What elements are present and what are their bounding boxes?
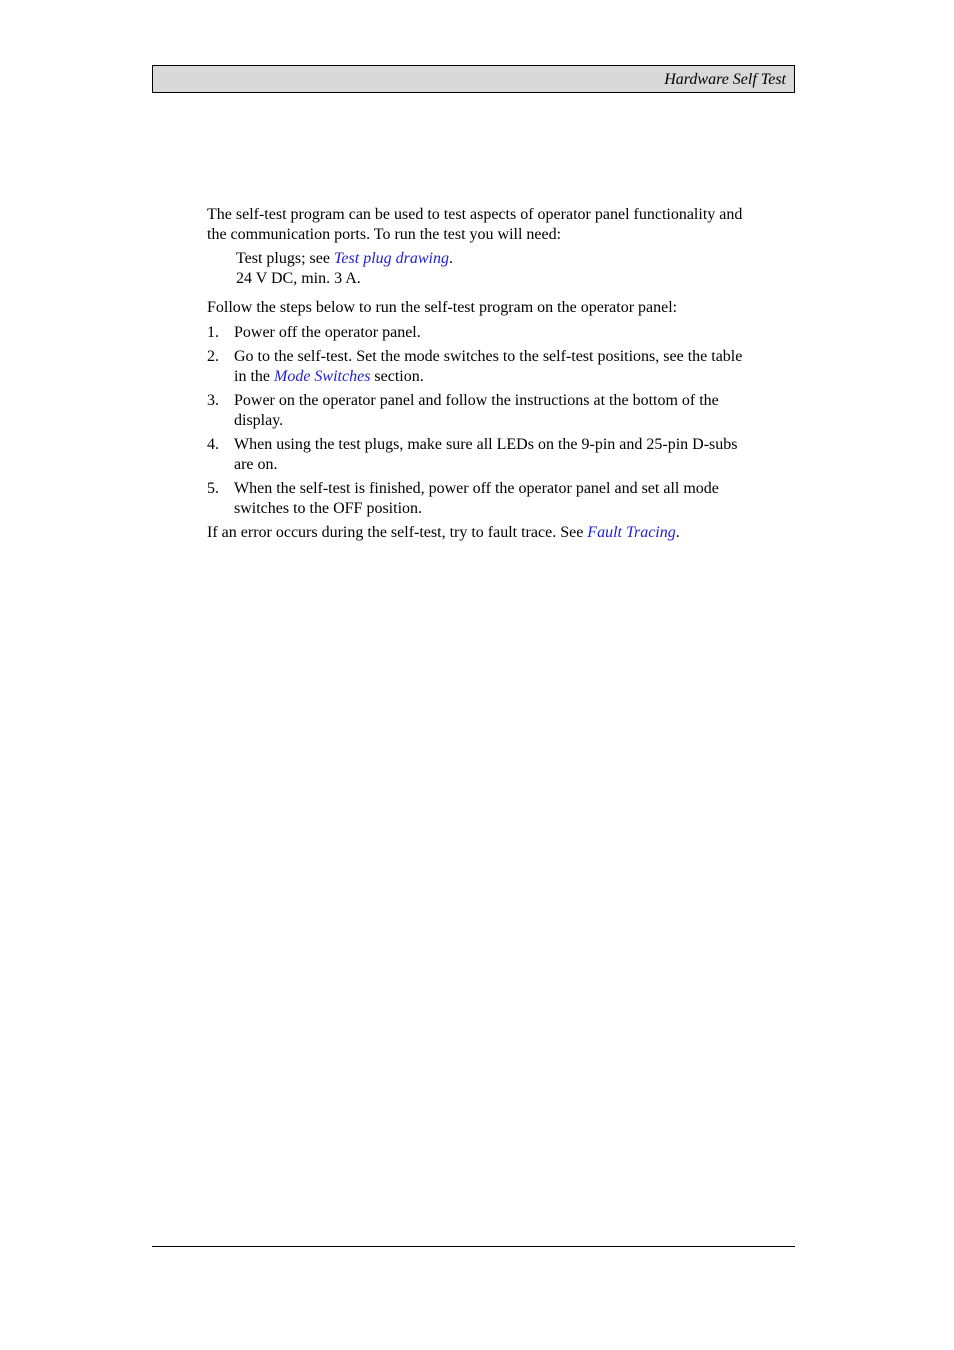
requirement-power-supply: 24 V DC, min. 3 A. bbox=[236, 269, 361, 287]
requirement-test-plugs-suffix: . bbox=[448, 250, 453, 267]
step-number: 4. bbox=[207, 436, 219, 453]
step-3 bbox=[207, 391, 757, 430]
step-text: Power off the operator panel. bbox=[234, 323, 421, 341]
closing-prefix: If an error occurs during the self-test, try to fault trace. See bbox=[207, 524, 588, 541]
steps-list bbox=[207, 323, 757, 519]
step-5 bbox=[207, 479, 757, 518]
requirement-test-plugs-prefix: Test plugs; see bbox=[236, 250, 334, 267]
step-2 bbox=[207, 347, 757, 386]
test-plug-drawing-link[interactable]: Test plug drawing bbox=[333, 250, 449, 267]
step-number: 5. bbox=[207, 480, 219, 497]
steps-intro: Follow the steps below to run the self-test program on the operator panel: bbox=[207, 299, 678, 316]
step-number: 2. bbox=[207, 348, 219, 365]
document-body bbox=[207, 205, 757, 543]
step-number: 3. bbox=[207, 392, 219, 409]
requirement-test-plugs bbox=[236, 249, 757, 269]
step-text-prefix: Go to the self-test. Set the mode switches to the self-test positions, see the table in the bbox=[234, 348, 743, 385]
fault-tracing-link[interactable]: Fault Tracing bbox=[587, 524, 676, 541]
intro-paragraph: The self-test program can be used to test aspects of operator panel functionality and the communication ports. To run the test you will need: bbox=[207, 206, 743, 243]
step-4 bbox=[207, 435, 757, 474]
footer-divider bbox=[152, 1246, 795, 1247]
page-header bbox=[152, 65, 795, 93]
step-text: Power on the operator panel and follow the instructions at the bottom of the display. bbox=[234, 392, 719, 429]
mode-switches-link[interactable]: Mode Switches bbox=[274, 367, 371, 385]
step-text: When using the test plugs, make sure all LEDs on the 9-pin and 25-pin D-subs are on. bbox=[234, 436, 738, 473]
header-title: Hardware Self Test bbox=[664, 71, 786, 88]
step-text: When the self-test is finished, power off the operator panel and set all mode switches to the OFF position. bbox=[234, 480, 719, 517]
closing-paragraph bbox=[207, 523, 757, 543]
step-text-suffix: section. bbox=[370, 367, 424, 385]
step-number: 1. bbox=[207, 323, 219, 341]
closing-suffix: . bbox=[675, 524, 680, 541]
step-1 bbox=[207, 323, 757, 343]
requirements-list bbox=[236, 249, 757, 288]
